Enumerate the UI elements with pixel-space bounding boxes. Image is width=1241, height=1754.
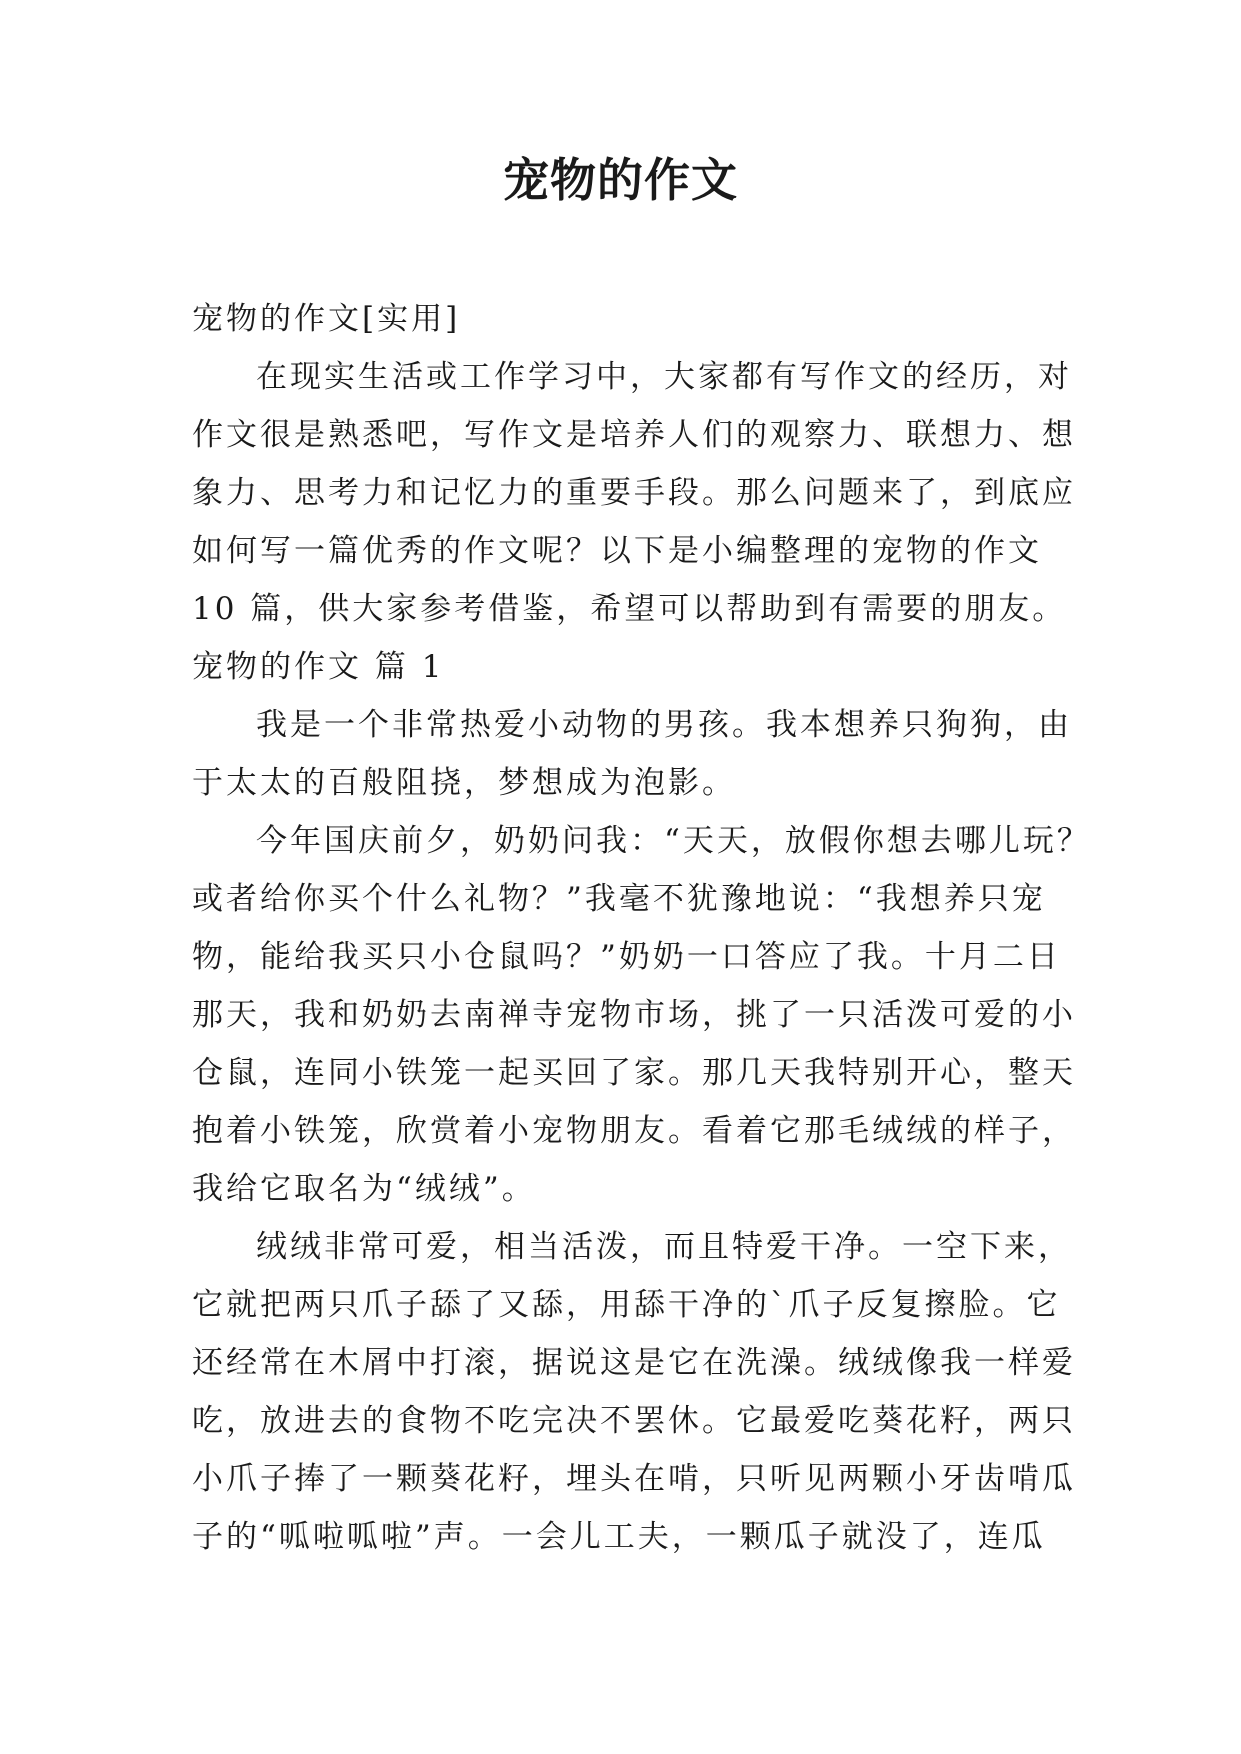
text-line: 吃，放进去的食物不吃完决不罢休。它最爱吃葵花籽，两只	[192, 1403, 1076, 1439]
text-line: 绒绒非常可爱，相当活泼，而且特爱干净。一空下来，	[256, 1229, 1072, 1265]
document-body	[192, 290, 1091, 1566]
text-line: 我给它取名为“绒绒”。	[192, 1171, 536, 1207]
text-line: 还经常在木屑中打滚，据说这是它在洗澡。绒绒像我一样爱	[192, 1345, 1076, 1381]
text-line: 抱着小铁笼，欣赏着小宠物朋友。看着它那毛绒绒的样子，	[192, 1113, 1076, 1149]
document-title: 宠物的作文	[503, 153, 738, 207]
text-line: 象力、思考力和记忆力的重要手段。那么问题来了，到底应	[192, 475, 1076, 511]
text-line: 作文很是熟悉吧，写作文是培养人们的观察力、联想力、想	[192, 417, 1076, 453]
text-line: 在现实生活或工作学习中，大家都有写作文的经历，对	[256, 359, 1072, 395]
text-line: 宠物的作文 篇 1	[192, 649, 445, 685]
text-line: 或者给你买个什么礼物？”我毫不犹豫地说：“我想养只宠	[192, 881, 1046, 917]
text-line: 如何写一篇优秀的作文呢？以下是小编整理的宠物的作文	[192, 533, 1042, 569]
text-line: 今年国庆前夕，奶奶问我：“天天，放假你想去哪儿玩？	[256, 823, 1091, 859]
text-line: 宠物的作文[实用]	[192, 301, 461, 337]
text-line: 10 篇，供大家参考借鉴，希望可以帮助到有需要的朋友。	[192, 591, 1067, 627]
text-line: 那天，我和奶奶去南禅寺宠物市场，挑了一只活泼可爱的小	[192, 997, 1076, 1033]
text-line: 于太太的百般阻挠，梦想成为泡影。	[192, 765, 736, 801]
text-line: 仓鼠，连同小铁笼一起买回了家。那几天我特别开心，整天	[192, 1055, 1076, 1091]
text-line: 我是一个非常热爱小动物的男孩。我本想养只狗狗，由	[256, 707, 1072, 743]
text-line: 物，能给我买只小仓鼠吗？”奶奶一口答应了我。十月二日	[192, 939, 1061, 975]
text-line: 小爪子捧了一颗葵花籽，埋头在啃，只听见两颗小牙齿啃瓜	[192, 1461, 1076, 1497]
text-line: 子的“呱啦呱啦”声。一会儿工夫，一颗瓜子就没了，连瓜	[192, 1519, 1046, 1555]
text-line: 它就把两只爪子舔了又舔，用舔干净的`爪子反复擦脸。它	[192, 1287, 1061, 1323]
